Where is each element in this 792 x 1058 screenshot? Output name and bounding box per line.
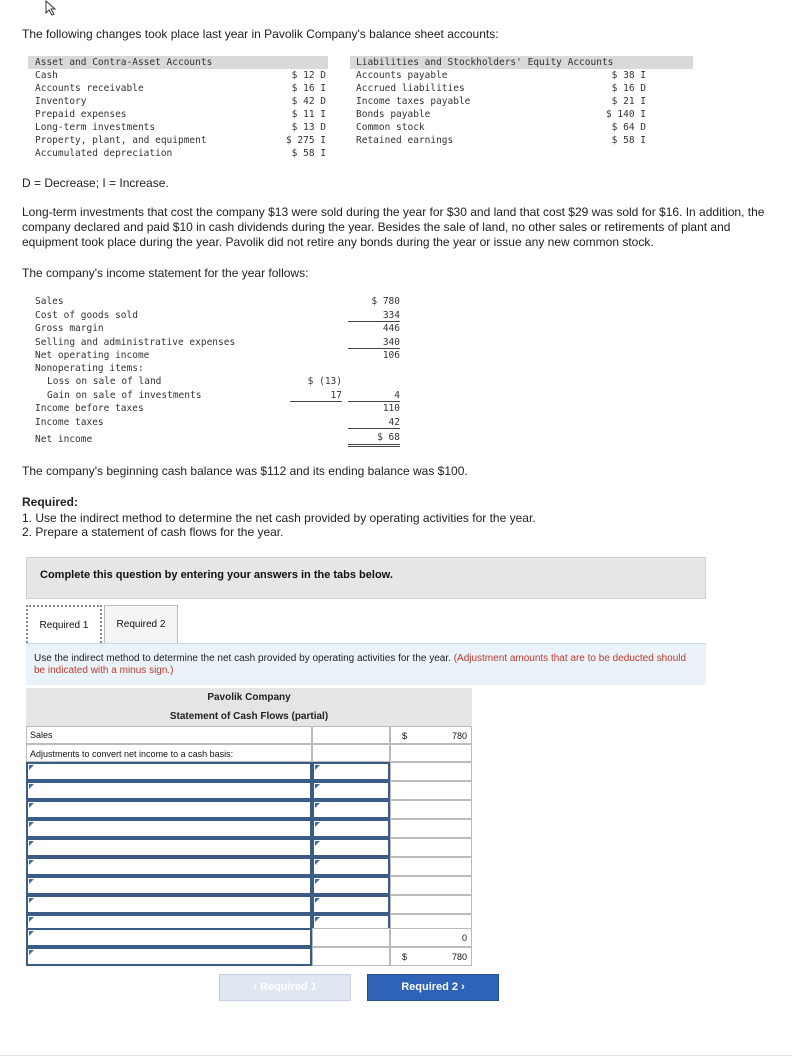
liability-label: Common stock bbox=[356, 122, 425, 133]
liability-label: Income taxes payable bbox=[356, 96, 471, 107]
bottom-divider bbox=[0, 1055, 792, 1056]
asset-label: Accounts receivable bbox=[35, 83, 144, 94]
assets-header: Asset and Contra-Asset Accounts bbox=[35, 57, 213, 68]
adjustment-label-input[interactable] bbox=[26, 895, 312, 914]
empty-cell bbox=[390, 781, 472, 800]
worksheet-company: Pavolik Company bbox=[207, 692, 291, 703]
asset-value: $ 12 D bbox=[291, 70, 326, 81]
liability-value: $ 21 I bbox=[611, 96, 646, 107]
prompt-text: Complete this question by entering your answers in the tabs below. bbox=[40, 569, 393, 581]
instructions-text bbox=[34, 653, 699, 677]
asset-value: $ 13 D bbox=[291, 122, 326, 133]
asset-value: $ 42 D bbox=[291, 96, 326, 107]
adjustment-amount-input[interactable] bbox=[312, 819, 390, 838]
adjustment-amount-input[interactable] bbox=[312, 762, 390, 781]
is-value: 106 bbox=[382, 350, 400, 361]
previous-button-label: Required 1 bbox=[259, 981, 317, 993]
asset-label: Cash bbox=[35, 70, 58, 81]
mouse-cursor-icon bbox=[44, 0, 60, 16]
adjustment-label-input[interactable] bbox=[26, 781, 312, 800]
asset-label: Prepaid expenses bbox=[35, 109, 127, 120]
empty-cell bbox=[390, 762, 472, 781]
asset-value: $ 11 I bbox=[291, 109, 326, 120]
liability-label: Bonds payable bbox=[356, 109, 431, 120]
adjustment-label-input[interactable] bbox=[26, 800, 312, 819]
sales-value: 780 bbox=[451, 731, 467, 741]
liability-label: Accounts payable bbox=[356, 70, 448, 81]
is-value: $ (13) bbox=[307, 376, 342, 387]
income-statement-intro: The company's income statement for the year follows: bbox=[22, 266, 309, 280]
asset-label: Accumulated depreciation bbox=[35, 148, 173, 159]
is-value: 42 bbox=[348, 416, 400, 429]
currency-symbol: $ bbox=[402, 731, 408, 741]
adjustment-amount-input[interactable] bbox=[312, 895, 390, 914]
tab-required-1[interactable]: Required 1 bbox=[26, 605, 102, 643]
liability-label: Retained earnings bbox=[356, 135, 454, 146]
empty-cell bbox=[390, 800, 472, 819]
liability-label: Accrued liabilities bbox=[356, 83, 465, 94]
row-label-cell bbox=[26, 726, 312, 744]
empty-cell bbox=[312, 947, 390, 966]
is-value: 110 bbox=[382, 403, 400, 414]
is-label: Net income bbox=[35, 434, 93, 445]
total-label-input[interactable] bbox=[26, 947, 312, 966]
is-value: 340 bbox=[348, 336, 400, 349]
adjustment-label-input[interactable] bbox=[26, 857, 312, 876]
asset-label: Inventory bbox=[35, 96, 87, 107]
is-label: Selling and administrative expenses bbox=[35, 337, 236, 348]
subtotal-value: 0 bbox=[461, 933, 467, 943]
is-value: $ 780 bbox=[371, 296, 400, 307]
empty-cell bbox=[390, 895, 472, 914]
empty-cell bbox=[390, 819, 472, 838]
asset-label: Property, plant, and equipment bbox=[35, 135, 207, 146]
is-label: Cost of goods sold bbox=[35, 310, 138, 321]
sales-label: Sales bbox=[30, 730, 53, 740]
adjustment-amount-input[interactable] bbox=[312, 800, 390, 819]
intro-text: The following changes took place last year in Pavolik Company's balance sheet accounts: bbox=[22, 27, 499, 41]
subtotal-value-cell bbox=[390, 928, 472, 947]
is-value: 17 bbox=[290, 389, 342, 402]
is-label: Sales bbox=[35, 296, 64, 307]
empty-cell bbox=[312, 726, 390, 744]
empty-cell bbox=[312, 744, 390, 762]
adjustments-label: Adjustments to convert net income to a cash basis: bbox=[30, 749, 234, 759]
empty-cell bbox=[390, 838, 472, 857]
asset-value: $ 58 I bbox=[291, 148, 326, 159]
adjustment-label-input[interactable] bbox=[26, 838, 312, 857]
chevron-left-icon: ‹ bbox=[253, 981, 257, 993]
adjustment-label-input[interactable] bbox=[26, 762, 312, 781]
required-item-1: 1. Use the indirect method to determine the net cash provided by operating activities for the year. bbox=[22, 511, 536, 525]
liability-value: $ 58 I bbox=[611, 135, 646, 146]
total-value: 780 bbox=[451, 952, 467, 962]
liability-value: $ 64 D bbox=[611, 122, 646, 133]
liability-value: $ 38 I bbox=[611, 70, 646, 81]
is-label: Loss on sale of land bbox=[47, 376, 162, 387]
instructions-note: (Adjustment amounts that are to be deducted should be indicated with a minus sign.) bbox=[34, 653, 687, 676]
next-button-label: Required 2 bbox=[401, 981, 459, 993]
is-label: Nonoperating items: bbox=[35, 363, 144, 374]
liability-value: $ 140 I bbox=[605, 109, 646, 120]
empty-cell bbox=[390, 857, 472, 876]
previous-button[interactable] bbox=[219, 974, 351, 1001]
liabilities-header: Liabilities and Stockholders' Equity Accounts bbox=[356, 57, 614, 68]
is-label: Gross margin bbox=[35, 323, 104, 334]
is-label: Net operating income bbox=[35, 350, 150, 361]
sales-value-cell bbox=[390, 726, 472, 744]
total-value-cell bbox=[390, 947, 472, 966]
empty-cell bbox=[390, 876, 472, 895]
problem-paragraph: Long-term investments that cost the company $13 were sold during the year for $30 and land that cost $29 was sold for $16. In addition, the company declared and paid $10 in cash dividends during the year. Besides the sale of land, no other sales or retirements of plant and equipment took place during the year. Pavolik did not retire any bonds during the year or issue any new common stock. bbox=[22, 205, 765, 249]
empty-cell bbox=[312, 928, 390, 947]
is-value: 4 bbox=[348, 389, 400, 402]
adjustment-amount-input[interactable] bbox=[312, 876, 390, 895]
is-label: Income taxes bbox=[35, 417, 104, 428]
is-value: 334 bbox=[348, 309, 400, 322]
empty-cell bbox=[390, 744, 472, 762]
is-value: 446 bbox=[382, 323, 400, 334]
required-item-2: 2. Prepare a statement of cash flows for the year. bbox=[22, 525, 284, 539]
cash-balance-text: The company's beginning cash balance was $112 and its ending balance was $100. bbox=[22, 464, 468, 478]
subtotal-label-input[interactable] bbox=[26, 928, 312, 947]
asset-label: Long-term investments bbox=[35, 122, 156, 133]
required-heading: Required: bbox=[22, 495, 79, 509]
tab-required-2[interactable]: Required 2 bbox=[104, 605, 178, 643]
chevron-right-icon: › bbox=[461, 981, 465, 993]
asset-value: $ 275 I bbox=[285, 135, 326, 146]
instructions-main: Use the indirect method to determine the net cash provided by operating activities for the year. bbox=[34, 653, 451, 664]
adjustment-amount-input[interactable] bbox=[312, 781, 390, 800]
adjustment-amount-input[interactable] bbox=[312, 857, 390, 876]
adjustment-amount-input[interactable] bbox=[312, 838, 390, 857]
liability-value: $ 16 D bbox=[611, 83, 646, 94]
next-button[interactable] bbox=[367, 974, 499, 1001]
asset-value: $ 16 I bbox=[291, 83, 326, 94]
adjustment-label-input[interactable] bbox=[26, 819, 312, 838]
legend-text: D = Decrease; I = Increase. bbox=[22, 176, 169, 190]
worksheet-title: Statement of Cash Flows (partial) bbox=[169, 711, 329, 722]
currency-symbol: $ bbox=[402, 952, 408, 962]
row-label-cell bbox=[26, 744, 312, 762]
is-value: $ 68 bbox=[348, 431, 400, 447]
adjustment-label-input[interactable] bbox=[26, 876, 312, 895]
is-label: Gain on sale of investments bbox=[47, 390, 202, 401]
is-label: Income before taxes bbox=[35, 403, 144, 414]
